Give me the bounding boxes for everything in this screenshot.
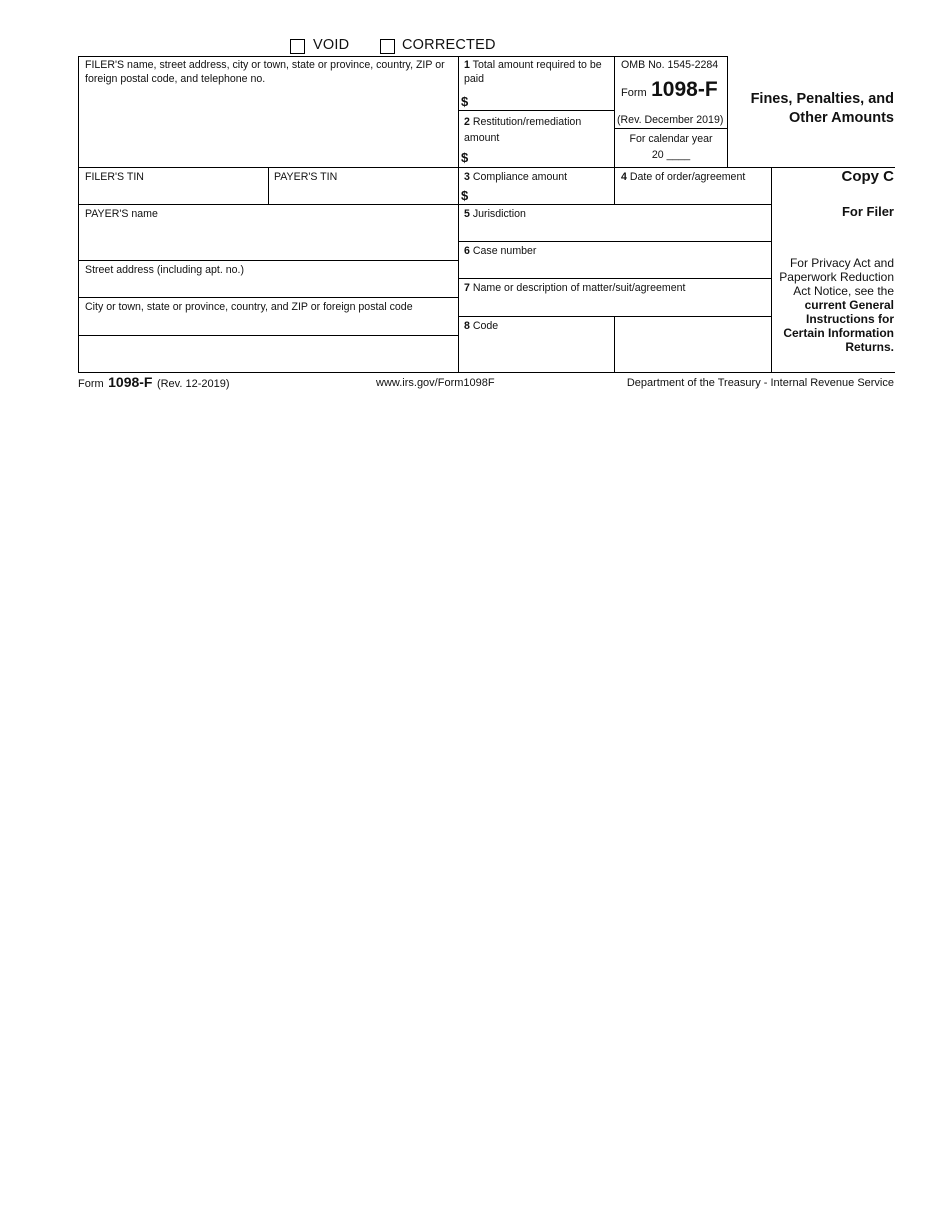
- privacy-line1: For Privacy Act and: [789, 256, 894, 270]
- footer-revision: (Rev. 12-2019): [156, 378, 230, 390]
- void-checkbox[interactable]: [290, 39, 305, 54]
- box1-label: [464, 58, 612, 86]
- payer-tin-label: PAYER'S TIN: [274, 171, 338, 183]
- box2-number: 2: [464, 116, 470, 128]
- vline-left-edge: [78, 56, 79, 372]
- privacy-line2: Paperwork Reduction: [779, 270, 894, 284]
- vline-right-col: [771, 167, 772, 372]
- box3-text: Compliance amount: [472, 171, 568, 183]
- box8-text: Code: [472, 320, 499, 332]
- box1-text: Total amount required to be paid: [464, 59, 602, 85]
- line-payer-name: [78, 260, 458, 261]
- box7-number: 7: [464, 282, 470, 294]
- copy-subtitle: For Filer: [841, 204, 894, 219]
- line-street: [78, 297, 458, 298]
- filer-tin-label: FILER'S TIN: [85, 171, 144, 183]
- box5-text: Jurisdiction: [472, 208, 526, 220]
- corrected-label: CORRECTED: [402, 37, 496, 53]
- box7-label: [464, 281, 685, 295]
- box5-number: 5: [464, 208, 470, 220]
- vline-box8-split: [614, 316, 615, 372]
- omb-form-name: 1098-F: [651, 78, 718, 101]
- city-label: City or town, state or province, country, and ZIP or foreign postal code: [85, 301, 413, 313]
- box4-text: Date of order/agreement: [629, 171, 746, 183]
- calendar-year-label: For calendar year: [629, 133, 713, 145]
- box3-label: [464, 170, 567, 184]
- omb-form-prefix: Form: [621, 87, 647, 99]
- line-omb-rev: [615, 128, 727, 129]
- footer-department: Department of the Treasury - Internal Revenue Service: [626, 377, 894, 389]
- box5-label: [464, 207, 526, 221]
- privacy-line7: Returns.: [845, 340, 894, 354]
- box3-dollar: $: [461, 188, 469, 203]
- line-row3: [78, 204, 771, 205]
- calendar-year-value[interactable]: 20 ____: [651, 149, 691, 161]
- footer-form-name: 1098-F: [108, 374, 153, 390]
- corrected-checkbox[interactable]: [380, 39, 395, 54]
- privacy-notice: [773, 256, 894, 354]
- line-top-left: [78, 56, 727, 57]
- privacy-line3: Act Notice, see the: [793, 284, 894, 298]
- omb-revision: (Rev. December 2019): [617, 114, 724, 126]
- box4-number: 4: [621, 171, 627, 183]
- privacy-line5: Instructions for: [805, 312, 894, 326]
- vline-center: [458, 56, 459, 372]
- vline-tin-split: [268, 167, 269, 204]
- filer-name-label: FILER'S name, street address, city or town, state or province, country, ZIP or foreign postal code, and telephone no.: [85, 59, 445, 85]
- box6-number: 6: [464, 245, 470, 257]
- street-address-label: Street address (including apt. no.): [85, 264, 244, 276]
- vline-omb: [614, 56, 615, 204]
- line-city: [78, 335, 458, 336]
- box6-label: [464, 244, 536, 258]
- line-omb-box1: [458, 110, 614, 111]
- box6-text: Case number: [472, 245, 537, 257]
- line-row2: [78, 167, 895, 168]
- line-box5: [458, 241, 771, 242]
- payer-name-label: PAYER'S name: [85, 208, 158, 220]
- form-title-line2: Other Amounts: [789, 110, 894, 126]
- copy-title: Copy C: [841, 168, 894, 185]
- footer-url[interactable]: www.irs.gov/Form1098F: [376, 377, 495, 389]
- box2-dollar: $: [461, 150, 469, 165]
- footer-form-id: [78, 374, 230, 392]
- footer-form-prefix: Form: [78, 378, 104, 390]
- void-label: VOID: [313, 37, 350, 53]
- privacy-line6: Certain Information: [783, 326, 894, 340]
- box4-label: [621, 170, 745, 184]
- box7-text: Name or description of matter/suit/agreement: [472, 282, 686, 294]
- box2-label: [464, 114, 609, 146]
- box8-label: [464, 319, 498, 333]
- omb-number: OMB No. 1545-2284: [621, 59, 719, 71]
- omb-form-id: [621, 78, 718, 102]
- box8-number: 8: [464, 320, 470, 332]
- box1-number: 1: [464, 59, 470, 71]
- form-title-line1: Fines, Penalties, and: [750, 91, 894, 107]
- box2-text: Restitution/remediation amount: [464, 116, 582, 144]
- line-bottom: [78, 372, 895, 373]
- box3-number: 3: [464, 171, 470, 183]
- privacy-line4: current General: [804, 298, 894, 312]
- line-box6: [458, 278, 771, 279]
- form-title: [728, 90, 894, 128]
- box1-dollar: $: [461, 94, 469, 109]
